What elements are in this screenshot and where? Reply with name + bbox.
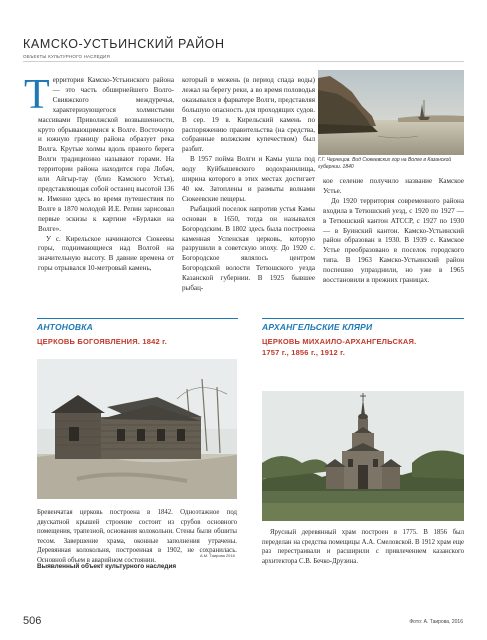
header-subtitle: ОБЪЕКТЫ КУЛЬТУРНОГО НАСЛЕДИЯ xyxy=(23,54,110,59)
painting-sukeevy-hills xyxy=(318,70,464,155)
drop-cap: Т xyxy=(24,72,50,118)
section-left-rule xyxy=(37,318,238,319)
intro-paragraph: ерритория Камско-Устьинского района — это часть обширнейшего Волго-Свияжского междуречья, характеризующегося холмистыми массивами Приволжской возвышенности, круто обрывающимися к Волге. Восточную и южную границу района образует река Волга. Крутые холмы вдоль правого берега Волги традиционно называют горами. На территории района находится гора Лобач, или Айгыр-тау (близ Камского Устья), представляющая собой останец высотой 136 м. Именно здесь во время путешествия по Волге в 1870 молодой И.Е. Репин зарисовал первые эскизы к картине «Бурлаки на Волге». xyxy=(38,76,174,233)
painting-caption: Г.Г. Чернецов. Вид Сюкеевских гор на Волге в Казанской губернии. 1840 xyxy=(318,157,452,170)
header-title: КАМСКО-УСТЬИНСКИЙ РАЙОН xyxy=(23,37,225,51)
intro-paragraph: который в межень (в период спада воды) лежал на берегу реки, а во время половодья оказывался в фарватере Волги, представляя большую опасность для проходящих судов. В сер. 19 в. Кирельский камень по распоряжению правительства (на средства, собранные волжским купечеством) был разбит. xyxy=(182,76,315,154)
section-right-church-line1: ЦЕРКОВЬ МИХАИЛО-АРХАНГЕЛЬСКАЯ. xyxy=(262,337,417,346)
section-right-village: АРХАНГЕЛЬСКИЕ КЛЯРИ xyxy=(262,322,373,332)
section-right-rule xyxy=(262,318,464,319)
section-right-text: Ярусный деревянный храм построен в 1775. В 1856 был переделан на средства помещицы А.А. Смеловской. В 1912 храм еще раз перестраивали и расширили с привлечением казанского архитектора С.В. Бечко-Друзина. xyxy=(262,529,464,565)
page-number: 506 xyxy=(23,615,42,627)
intro-column-1 xyxy=(24,72,174,274)
intro-paragraph: Рыбацкий поселок напротив устья Камы основан в 1650, тогда он назывался Богородским. В 1802 здесь была построена каменная Успенская церковь, которую разрушили в советскую эпоху. До 1920 с. Богородское являлось центром Богородской волости Тетюшского уезда Казанской губернии. В 1925 бывшее рыбац- xyxy=(182,204,315,293)
section-left-photo-credit: А.М. Таирова 2016 xyxy=(200,553,235,558)
section-left-text: Бревенчатая церковь построена в 1842. Одноэтажное под двускатной крышей строение состоит из срубов основного помещения, трапезной, основания колокольни. Стены были обшиты тесом. Завершение храма, оконные заполнения утрачены. Деревянная колокольня, построенная в 1902, не сохранилась. Основной объем в аварийном состоянии. xyxy=(37,509,237,564)
intro-paragraph: В 1957 пойма Волги и Камы ушла под воду Куйбышевского водохранилища, ширина которого в этих местах достигает 40 км. Затоплены и размыты волнами Сюкеевские пещеры. xyxy=(182,155,315,203)
intro-paragraph: кое селение получило название Камское Устье. xyxy=(323,177,464,195)
photo-klyari-church xyxy=(262,391,464,521)
intro-column-3 xyxy=(323,177,464,286)
intro-paragraph: До 1920 территория современного района входила в Тетюшский уезд, с 1920 по 1927 — в Тетюшский кантон АТССР, с 1927 по 1930 — в Буинский кантон. Камско-Устьинский район образован в 1930. В 1939 с. Камское Устье преобразовано в поселок городского типа. В 1963 Камско-Устьинский район поспешно упразднили, но уже в 1965 восстановили в прежних границах. xyxy=(323,196,464,285)
section-left-village: АНТОНОВКА xyxy=(37,322,94,332)
heritage-status: Выявленный объект культурного наследия xyxy=(37,563,177,570)
section-right-church-line2: 1757 г., 1856 г., 1912 г. xyxy=(262,348,346,357)
section-left-church: ЦЕРКОВЬ БОГОЯВЛЕНИЯ. 1842 г. xyxy=(37,337,167,346)
intro-paragraph: У с. Кирельское начинаются Сюкеевы горы, поднимающиеся над Волгой на значительную высоту. В давние времена от горы отрывался 10-метровый камень, xyxy=(38,234,174,273)
footer-photo-credit: Фото: А. Таирова, 2016 xyxy=(409,619,463,625)
photo-antonovka-church xyxy=(37,359,237,499)
header-rule xyxy=(23,61,464,62)
intro-column-2 xyxy=(182,76,315,294)
